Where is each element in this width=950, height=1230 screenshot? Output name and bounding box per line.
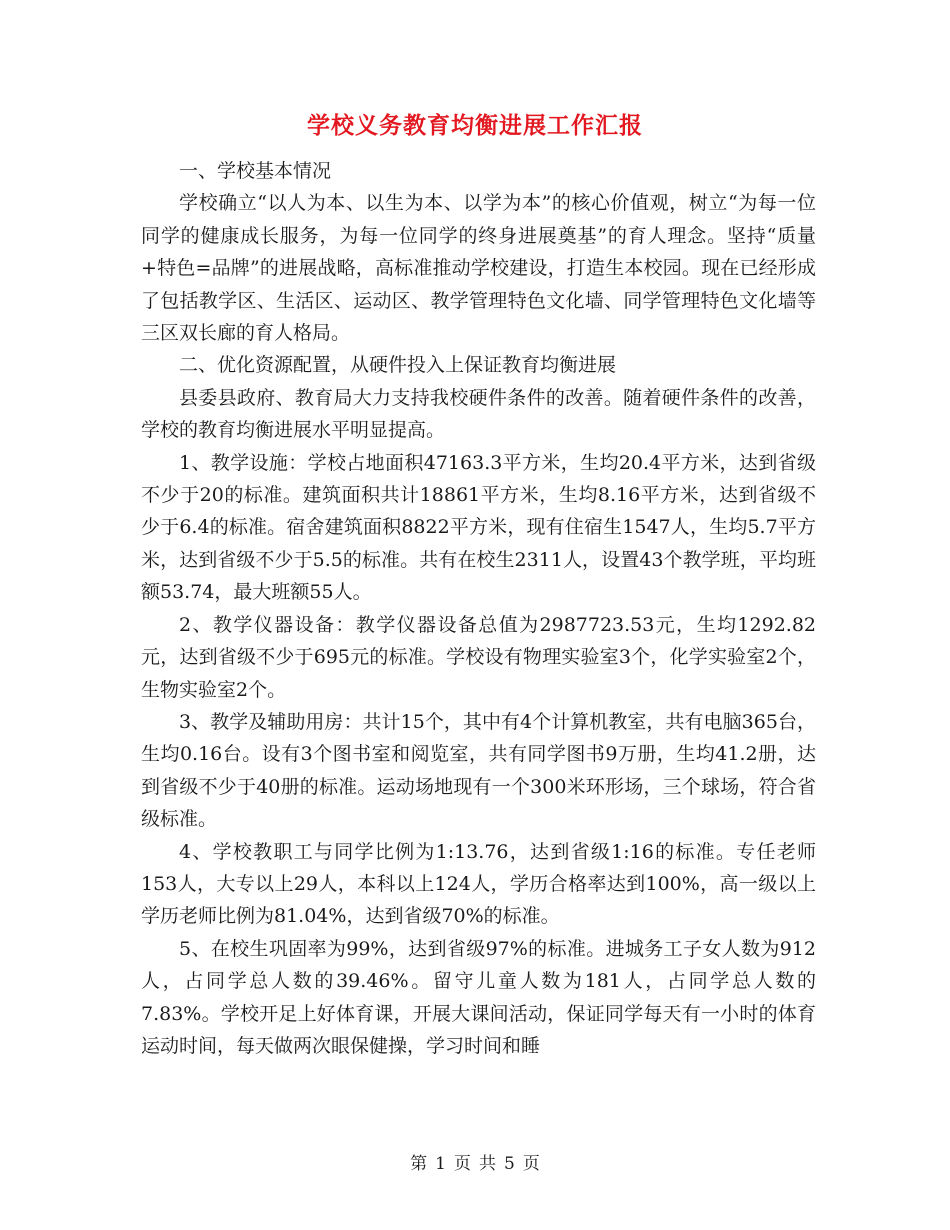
document-title: 学校义务教育均衡进展工作汇报 — [307, 112, 643, 139]
section-heading-resources: 二、优化资源配置，从硬件投入上保证教育均衡进展 — [179, 354, 617, 377]
paragraph-retention-rate: 5、在校生巩固率为99%，达到省级97%的标准。进城务工子女人数为912人，占同学总人数的39.46%。留守儿童人数为181人，占同学总人数的7.83%。学校开足上好体育课，开展大课间活动，保证同学每天有一小时的体育运动时间，每天做两次眼保健操，学习时间和睡 — [141, 937, 816, 1057]
footer-page-number: 1 — [435, 1154, 446, 1174]
paragraph-core-values: 学校确立“以人为本、以生为本、以学为本”的核心价值观，树立“为每一位同学的健康成长服务，为每一位同学的终身进展奠基”的育人理念。坚持“质量+特色=品牌”的进展战略，高标准推动学校建设，打造生本校园。现在已经形成了包括教学区、生活区、运动区、教学管理特色文化墙、同学管理特色文化墙等三区双长廊的育人格局。 — [141, 192, 816, 345]
footer-total-pages: 5 — [504, 1154, 515, 1174]
paragraph-government-support: 县委县政府、教育局大力支持我校硬件条件的改善。随着硬件条件的改善，学校的教育均衡进展水平明显提高。 — [141, 386, 816, 442]
footer-page-suffix: 页 — [522, 1154, 540, 1174]
paragraph-staff-ratio: 4、学校教职工与同学比例为1:13.76，达到省级1:16的标准。专任老师153人，大专以上29人，本科以上124人，学历合格率达到100%，高一级以上学历老师比例为81.04%，达到省级70%的标准。 — [141, 840, 816, 928]
paragraph-teaching-equipment: 2、教学仪器设备：教学仪器设备总值为2987723.53元，生均1292.82元，达到省级不少于695元的标准。学校设有物理实验室3个，化学实验室2个，生物实验室2个。 — [141, 613, 816, 701]
page-footer — [0, 1152, 950, 1176]
footer-page-mid: 页 — [454, 1154, 471, 1174]
paragraph-teaching-facilities: 1、教学设施：学校占地面积47163.3平方米，生均20.4平方米，达到省级不少于20的标准。建筑面积共计18861平方米，生均8.16平方米，达到省级不少于6.4的标准。宿舍建筑面积8822平方米，现有住宿生1547人，生均5.7平方米，达到省级不少于5.5的标准。共有在校生2311人，设置43个教学班，平均班额53.74，最大班额55人。 — [141, 451, 816, 604]
paragraph-auxiliary-rooms: 3、教学及辅助用房：共计15个，其中有4个计算机教室，共有电脑365台，生均0.16台。设有3个图书室和阅览室，共有同学图书9万册，生均41.2册，达到省级不少于40册的标准。运动场地现有一个300米环形场，三个球场，符合省级标准。 — [141, 710, 816, 831]
document-body — [141, 155, 816, 1062]
footer-page-prefix: 第 — [410, 1154, 428, 1174]
footer-total-prefix: 共 — [479, 1154, 496, 1174]
section-heading-basic-info: 一、学校基本情况 — [179, 160, 332, 182]
